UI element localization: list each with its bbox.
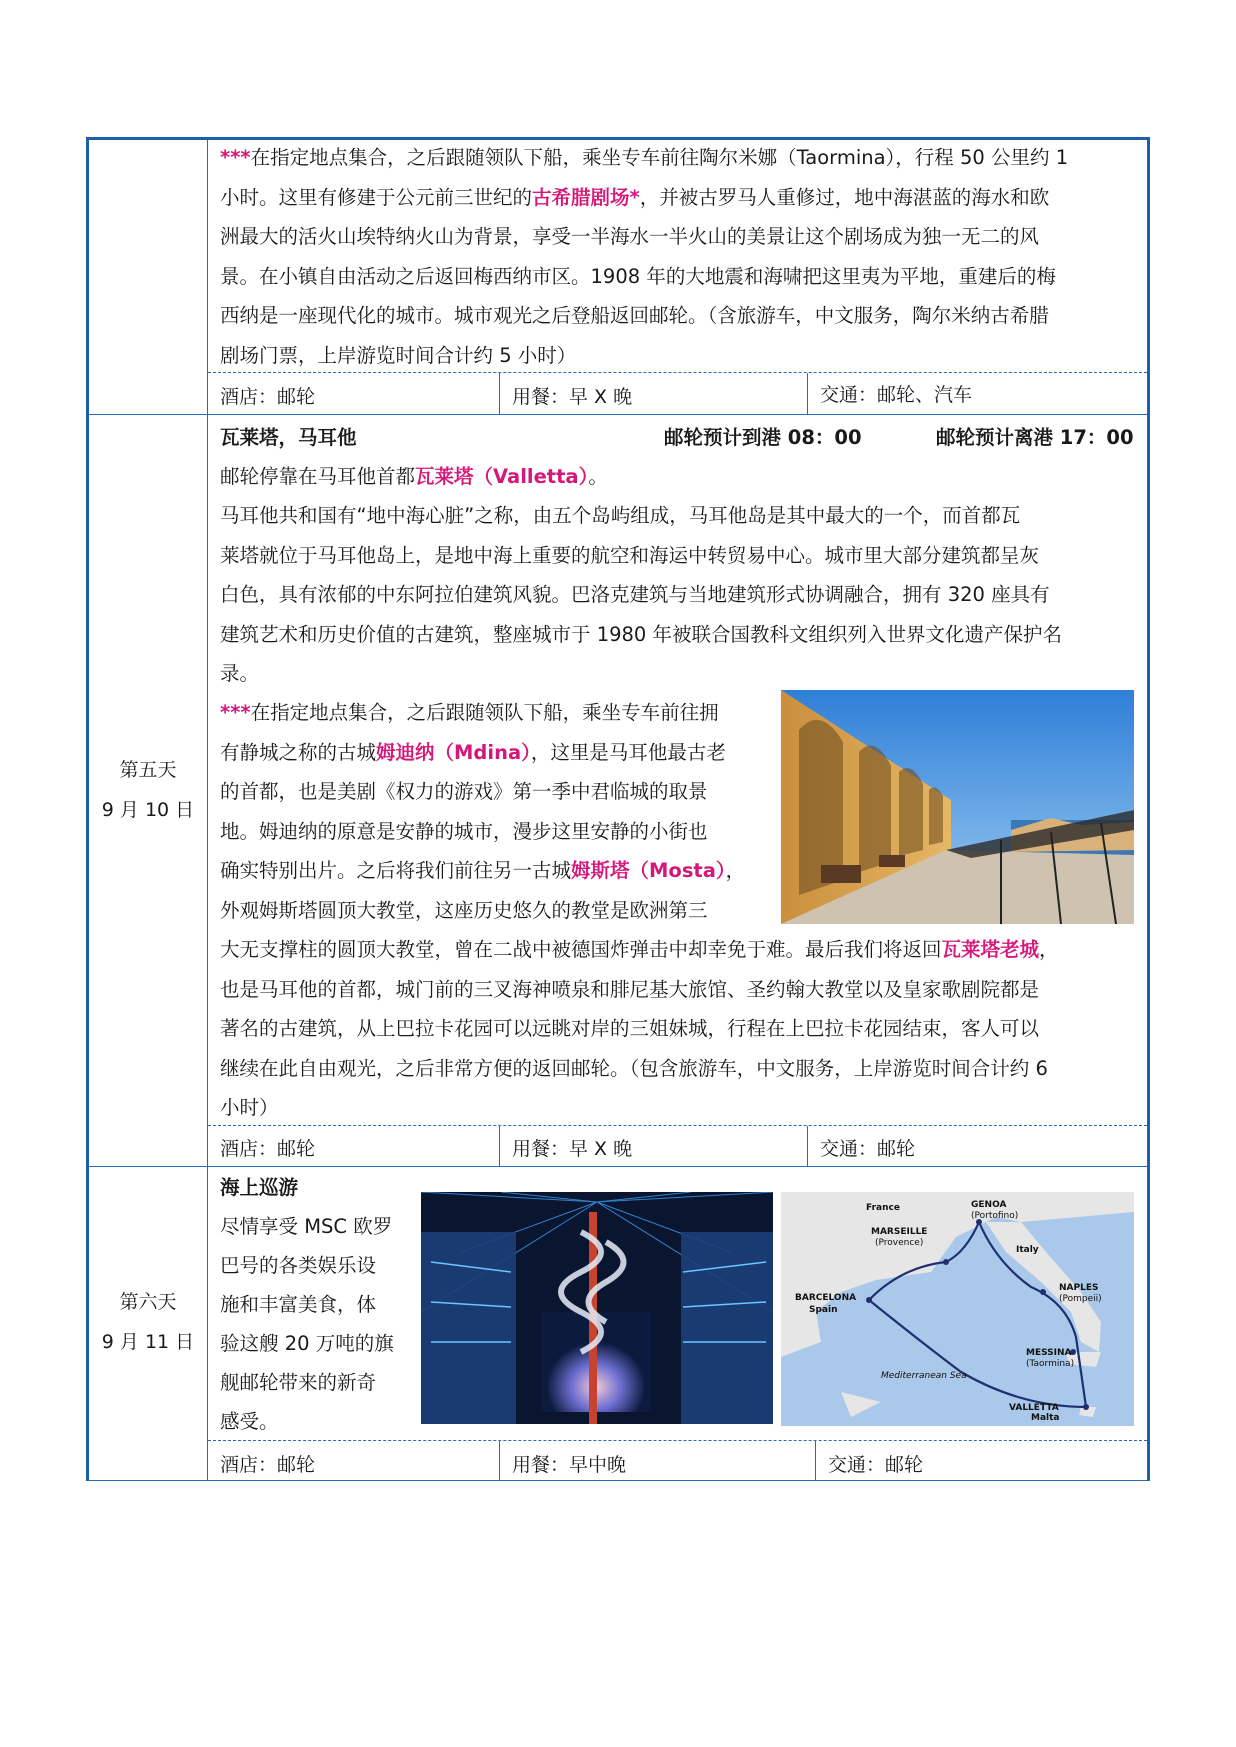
text-line: 剧场门票，上岸游览时间合计约 5 小时） (220, 343, 577, 367)
day5-depart: 邮轮预计离港 17：00 (936, 426, 1134, 449)
map-label-naples-sub: (Pompeii) (1059, 1294, 1102, 1304)
text-line: 小时。这里有修建于公元前三世纪的古希腊剧场*，并被古罗马人重修过，地中海湛蓝的海水和欧 (220, 185, 1050, 209)
column-divider (807, 1126, 808, 1166)
day5-meals: 用餐：早 X 晚 (512, 1138, 633, 1160)
row-divider (89, 1166, 1147, 1167)
valletta-arcade-photo (781, 690, 1134, 924)
day6-label: 第六天 9 月 11 日 (101, 1291, 195, 1353)
day4-transport: 交通：邮轮、汽车 (820, 384, 973, 406)
row-divider (89, 414, 1147, 415)
day5-tour-text-cont: 大无支撑柱的圆顶大教堂，曾在二战中被德国炸弹击中却幸免于难。最后我们将返回瓦莱塔老城， 也是马耳他的首都，城门前的三叉海神喷泉和腓尼基大旅馆、圣约翰大教堂以及皇家歌剧院都是 著名的古建筑，从上巴拉卡花园可以远眺对岸的三姐妹城，行程在上巴拉卡花园结束，客人可以 继续在此自由观光，之后非常方便的返回邮轮。（包含旅游车，中文服务，上岸游览时间合计约 6 小时） (220, 938, 1059, 1119)
column-divider (499, 373, 500, 414)
column-divider (499, 1126, 500, 1166)
highlight-valletta: 瓦莱塔（Valletta） (415, 465, 589, 488)
text-line: ***在指定地点集合，之后跟随领队下船，乘坐专车前往陶尔米娜（Taormina），行程 50 公里约 1 (220, 146, 1069, 169)
marker: *** (220, 146, 251, 169)
day6-description: 尽情享受 MSC 欧罗 巴号的各类娱乐设 施和丰富美食，体 验这艘 20 万吨的旗 舰邮轮带来的新奇 感受。 (220, 1215, 394, 1433)
map-label-valletta: VALLETTA (1009, 1403, 1059, 1413)
map-label-genoa-sub: (Portofino) (971, 1211, 1019, 1221)
highlight-mosta: 姆斯塔（Mosta） (571, 859, 726, 882)
day4-tour-text (220, 138, 1138, 375)
day5-tour-text: ***在指定地点集合，之后跟随领队下船，乘坐专车前往拥 有静城之称的古城姆迪纳（Mdina），这里是马耳他最古老 的首都，也是美剧《权力的游戏》第一季中君临城的取景 地。姆迪纳的原意是安静的城市，漫步这里安静的小街也 确实特别出片。之后将我们前往另一古城姆斯塔（Mosta）， 外观姆斯塔圆顶大教堂，这座历史悠久的教堂是欧洲第三 (220, 701, 746, 922)
highlight-mdina: 姆迪纳（Mdina） (376, 740, 531, 764)
ship-atrium-photo (421, 1192, 773, 1424)
column-divider (815, 1441, 816, 1480)
day5-hotel: 酒店：邮轮 (220, 1138, 316, 1160)
day6-hotel: 酒店：邮轮 (220, 1454, 316, 1476)
day5-transport: 交通：邮轮 (820, 1138, 916, 1160)
map-label-france: France (866, 1203, 900, 1213)
map-label-messina: MESSINA (1026, 1348, 1072, 1358)
map-label-genoa: GENOA (971, 1200, 1007, 1210)
day5-label: 第五天 9 月 10 日 (101, 759, 195, 821)
text-line: 景。在小镇自由活动之后返回梅西纳市区。1908 年的大地震和海啸把这里夷为平地，重建后的梅 (220, 264, 1056, 288)
text-line: 洲最大的活火山埃特纳火山为背景，享受一半海水一半火山的美景让这个剧场成为独一无二的风 (220, 225, 1040, 248)
day6-title: 海上巡游 (220, 1176, 299, 1199)
map-label-naples: NAPLES (1059, 1283, 1099, 1293)
highlight-valletta-old-town: 瓦莱塔老城 (941, 938, 1040, 961)
column-divider (807, 373, 808, 414)
text-line: 西纳是一座现代化的城市。城市观光之后登船返回邮轮。（含旅游车，中文服务，陶尔米纳古希腊 (220, 304, 1049, 327)
map-label-italy: Italy (1016, 1245, 1039, 1255)
map-label-marseille-sub: (Provence) (875, 1238, 924, 1248)
day5-arrive: 邮轮预计到港 08：00 (664, 426, 862, 449)
day4-hotel: 酒店：邮轮 (220, 386, 316, 408)
map-label-barcelona: BARCELONA (795, 1293, 857, 1303)
row-divider (89, 1480, 1147, 1481)
map-label-sea: Mediterranean Sea (881, 1371, 967, 1381)
day4-meals: 用餐：早 X 晚 (512, 386, 633, 408)
day5-title: 瓦莱塔，马耳他 (220, 426, 357, 449)
map-label-marseille: MARSEILLE (871, 1227, 928, 1237)
day6-transport: 交通：邮轮 (828, 1454, 924, 1476)
highlight-greek-theatre: 古希腊剧场* (532, 185, 640, 209)
cruise-route-map (781, 1192, 1134, 1426)
map-label-malta: Malta (1031, 1413, 1060, 1423)
day5-description: 马耳他共和国有“地中海心脏”之称，由五个岛屿组成，马耳他岛是其中最大的一个，而首都瓦 莱塔就位于马耳他岛上，是地中海上重要的航空和海运中转贸易中心。城市里大部分建筑都呈灰 白色，具有浓郁的中东阿拉伯建筑风貌。巴洛克建筑与当地建筑形式协调融合，拥有 320 座具有 建筑艺术和历史价值的古建筑，整座城市于 1980 年被联合国教科文组织列入世界文化遗产保护名 录。 (220, 504, 1063, 685)
day5-intro: 邮轮停靠在马耳他首都瓦莱塔（Valletta）。 (220, 465, 608, 488)
day6-meals: 用餐：早中晚 (512, 1454, 627, 1476)
column-divider (499, 1441, 500, 1480)
map-label-messina-sub: (Taormina) (1026, 1359, 1075, 1369)
map-label-spain: Spain (809, 1305, 838, 1315)
